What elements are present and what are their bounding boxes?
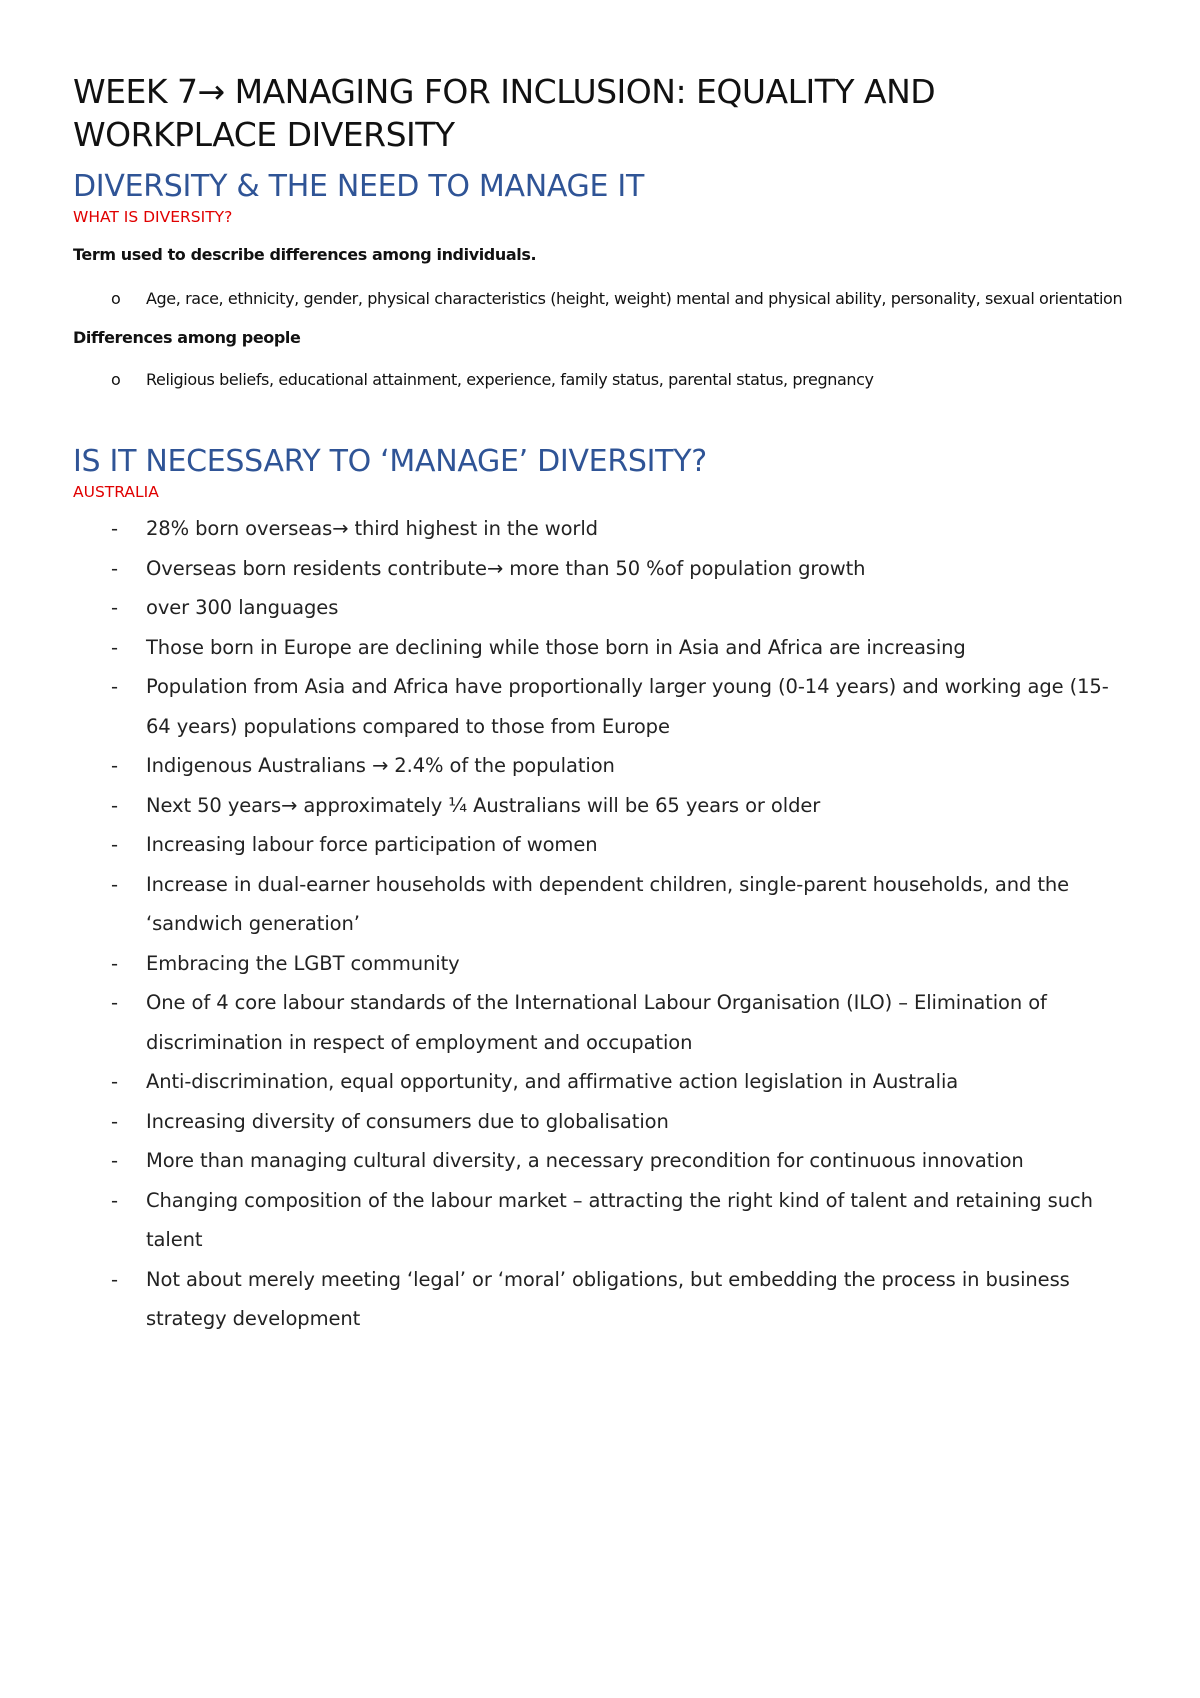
list-item-text: Next 50 years→ approximately ¼ Australians will be 65 years or older [146,793,821,817]
list-item-text: Those born in Europe are declining while those born in Asia and Africa are increasing [146,635,966,659]
list-item-text: Increase in dual-earner households with dependent children, single-parent households, and the ‘sandwich generation’ [146,872,1070,935]
term-definition-line: Term used to describe differences among individuals. [73,245,537,264]
dash-bullet-icon: - [111,1070,118,1093]
term-items-list [73,284,1133,314]
list-item [73,549,1133,589]
list-item [73,786,1133,826]
list-item-text: Population from Asia and Africa have proportionally larger young (0-14 years) and working age (15- 64 years) populations compared to those from Europe [146,675,1109,738]
list-item [73,825,1133,865]
list-item [73,1102,1133,1142]
list-item-text: Overseas born residents contribute→ more than 50 %of population growth [146,556,866,580]
australia-items-list [73,509,1133,1339]
list-item [73,1141,1133,1181]
list-item-text: Religious beliefs, educational attainment, experience, family status, parental status, pregnancy [146,370,874,389]
dash-bullet-icon: - [111,556,118,580]
list-item-text: over 300 languages [146,596,339,619]
dash-bullet-icon: - [111,833,118,856]
list-item-text: Increasing diversity of consumers due to globalisation [146,1109,669,1133]
differences-heading: Differences among people [73,328,301,347]
list-item [73,746,1133,786]
subheading-australia: AUSTRALIA [73,483,159,501]
differences-items-list [73,365,1133,395]
dash-bullet-icon: - [111,872,118,896]
title-line-2: WORKPLACE DIVERSITY [73,115,455,154]
dash-bullet-icon: - [111,991,118,1014]
list-item [73,944,1133,984]
list-item [73,284,1133,314]
dash-bullet-icon: - [111,1188,118,1212]
list-item-text: One of 4 core labour standards of the International Labour Organisation (ILO) – Elimination of discrimination in respect of employment and occupation [146,991,1047,1054]
list-item-text: Age, race, ethnicity, gender, physical characteristics (height, weight) mental and physical ability, personality, sexual orientation [146,289,1123,308]
dash-bullet-icon: - [111,1109,118,1133]
document-title [73,70,1133,156]
dash-bullet-icon: - [111,793,118,817]
list-item [73,865,1133,944]
list-item [73,1260,1133,1339]
list-item-text: 28% born overseas→ third highest in the world [146,517,598,540]
dash-bullet-icon: - [111,1267,118,1291]
subheading-what-is-diversity: WHAT IS DIVERSITY? [73,208,233,226]
circle-bullet-icon: o [111,289,121,308]
list-item [73,509,1133,549]
circle-bullet-icon: o [111,370,121,389]
list-item-text: Embracing the LGBT community [146,951,460,975]
title-line-1: WEEK 7→ MANAGING FOR INCLUSION: EQUALITY AND [73,72,936,111]
list-item-text: More than managing cultural diversity, a necessary precondition for continuous innovation [146,1149,1024,1172]
list-item [73,588,1133,628]
list-item-text: Not about merely meeting ‘legal’ or ‘moral’ obligations, but embedding the process in business strategy development [146,1267,1070,1330]
list-item [73,983,1133,1062]
list-item-text: Changing composition of the labour market – attracting the right kind of talent and retaining such talent [146,1188,1093,1251]
list-item [73,628,1133,668]
list-item [73,1062,1133,1102]
list-item [73,667,1133,746]
list-item-text: Indigenous Australians → 2.4% of the population [146,754,615,777]
document-content [73,70,1133,1339]
dash-bullet-icon: - [111,635,118,659]
section-heading-manage-diversity: IS IT NECESSARY TO ‘MANAGE’ DIVERSITY? [73,444,707,479]
section-heading-diversity: DIVERSITY & THE NEED TO MANAGE IT [73,169,644,204]
list-item [73,365,1133,395]
dash-bullet-icon: - [111,951,118,975]
dash-bullet-icon: - [111,1149,118,1172]
dash-bullet-icon: - [111,675,118,698]
dash-bullet-icon: - [111,596,118,619]
list-item-text: Increasing labour force participation of women [146,833,598,856]
dash-bullet-icon: - [111,754,118,777]
dash-bullet-icon: - [111,517,118,540]
list-item [73,1181,1133,1260]
list-item-text: Anti-discrimination, equal opportunity, and affirmative action legislation in Australia [146,1070,959,1093]
